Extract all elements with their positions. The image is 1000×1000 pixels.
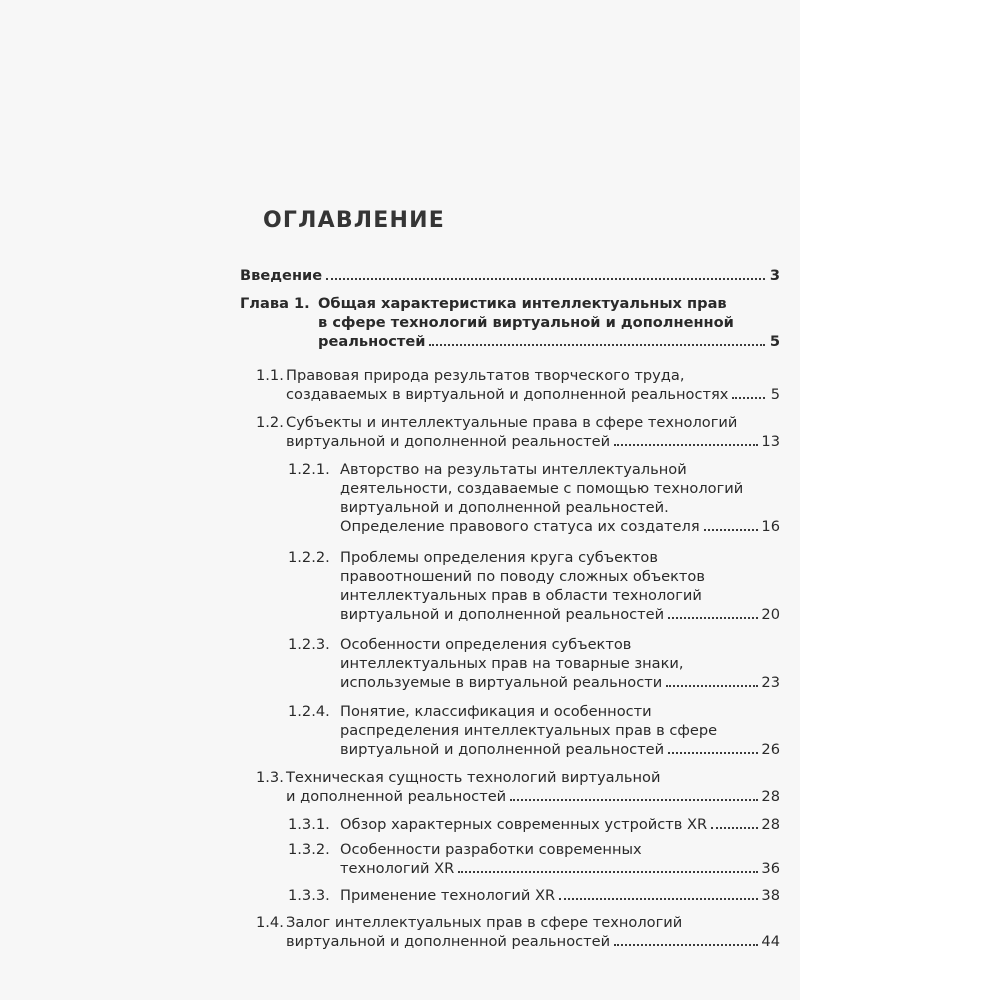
toc-heading: ОГЛАВЛЕНИЕ <box>263 208 445 233</box>
toc-leader-line <box>340 517 780 536</box>
toc-entry-number: 1.3.2. <box>288 841 330 858</box>
toc-entry-line: Правовая природа результатов творческого труда, <box>286 367 685 384</box>
toc-entry-line: правоотношений по поводу сложных объектов <box>340 568 705 585</box>
dot-leader <box>732 397 765 399</box>
toc-entry-title <box>286 913 780 951</box>
toc-entry-line: виртуальной и дополненной реальностей. <box>340 499 669 516</box>
dot-leader <box>326 278 765 280</box>
toc-entry-number: 1.4. <box>256 914 284 931</box>
toc-entry-title <box>286 366 780 404</box>
toc-leader-line <box>340 740 780 759</box>
dot-leader <box>510 799 758 801</box>
toc-entry-title <box>286 413 780 451</box>
toc-page-number: 5 <box>770 386 780 403</box>
dot-leader <box>704 529 759 531</box>
toc-entry-number: 1.2.3. <box>288 636 330 653</box>
toc-leader-line <box>286 932 780 951</box>
dot-leader <box>458 871 758 873</box>
dot-leader <box>668 752 758 754</box>
toc-page-number: 20 <box>761 606 780 623</box>
toc-page-number: 13 <box>761 433 780 450</box>
toc-entry-line: деятельности, создаваемые с помощью технологий <box>340 480 744 497</box>
toc-entry-line: Общая характеристика интеллектуальных прав <box>318 295 727 312</box>
toc-leader-line <box>318 332 780 351</box>
toc-page-number: 16 <box>761 518 780 535</box>
toc-entry-number: 1.3.3. <box>288 887 330 904</box>
dot-leader <box>711 827 758 829</box>
toc-entry-line: Особенности разработки современных <box>340 841 642 858</box>
toc-page-number: 28 <box>761 788 780 805</box>
toc-entry-title <box>340 635 780 692</box>
toc-entry-title <box>340 840 780 878</box>
toc-entry-number: 1.2.2. <box>288 549 330 566</box>
toc-leader-line <box>340 673 780 692</box>
toc-leader-line <box>340 815 780 834</box>
dot-leader <box>614 444 758 446</box>
toc-leader-line <box>286 385 780 404</box>
toc-entry-last-line: реальностей <box>318 333 426 350</box>
toc-entry-line: интеллектуальных прав в области технологий <box>340 587 702 604</box>
toc-entry-line: интеллектуальных прав на товарные знаки, <box>340 655 684 672</box>
toc-entry-line: Субъекты и интеллектуальные права в сфере технологий <box>286 414 738 431</box>
toc-entry-title <box>318 294 780 351</box>
toc-entry-last-line: Обзор характерных современных устройств XR <box>340 816 708 833</box>
toc-entry-line: Понятие, классификация и особенности <box>340 703 652 720</box>
toc-entry-last-line: Применение технологий XR <box>340 887 556 904</box>
toc-leader-line <box>240 266 780 285</box>
toc-entry-last-line: виртуальной и дополненной реальностей <box>286 433 611 450</box>
toc-entry-number: Глава 1. <box>240 295 310 312</box>
toc-entry-number: 1.3. <box>256 769 284 786</box>
toc-entry-last-line: виртуальной и дополненной реальностей <box>286 933 611 950</box>
toc-page-number: 26 <box>761 741 780 758</box>
toc-leader-line <box>340 605 780 624</box>
toc-entry-number: 1.3.1. <box>288 816 330 833</box>
toc-entry-last-line: виртуальной и дополненной реальностей <box>340 741 665 758</box>
toc-entry-title <box>340 460 780 536</box>
toc-entry-number: 1.2.1. <box>288 461 330 478</box>
dot-leader <box>429 344 765 346</box>
toc-entry-last-line: используемые в виртуальной реальности <box>340 674 663 691</box>
toc-entry-line: в сфере технологий виртуальной и дополненной <box>318 314 734 331</box>
toc-entry-title <box>340 548 780 624</box>
toc-entry-line: распределения интеллектуальных прав в сфере <box>340 722 718 739</box>
toc-entry-last-line: технологий XR <box>340 860 455 877</box>
toc-leader-line <box>340 859 780 878</box>
toc-page-number: 23 <box>761 674 780 691</box>
toc-leader-line <box>340 886 780 905</box>
toc-entry-title <box>240 266 780 285</box>
toc-entry-line: Особенности определения субъектов <box>340 636 632 653</box>
toc-entry-line: Проблемы определения круга субъектов <box>340 549 658 566</box>
toc-page-number: 5 <box>769 333 780 350</box>
toc-entry-last-line: и дополненной реальностей <box>286 788 507 805</box>
toc-page-number: 38 <box>761 887 780 904</box>
toc-leader-line <box>286 787 780 806</box>
toc-entry-title <box>340 886 780 905</box>
toc-entry-last-line: Определение правового статуса их создателя <box>340 518 700 535</box>
toc-entry-line: Авторство на результаты интеллектуальной <box>340 461 687 478</box>
toc-entry-number: 1.2.4. <box>288 703 330 720</box>
toc-entry-title <box>340 815 780 834</box>
toc-page-number: 3 <box>769 267 780 284</box>
toc-entry-number: 1.2. <box>256 414 284 431</box>
toc-entry-title <box>340 702 780 759</box>
toc-entry-line: Техническая сущность технологий виртуальной <box>286 769 661 786</box>
toc-page-number: 44 <box>761 933 780 950</box>
toc-entry-last-line: Введение <box>240 267 323 284</box>
dot-leader <box>666 685 758 687</box>
dot-leader <box>668 617 758 619</box>
dot-leader <box>559 898 758 900</box>
toc-entry-title <box>286 768 780 806</box>
toc-entry-line: Залог интеллектуальных прав в сфере технологий <box>286 914 683 931</box>
toc-entry-number: 1.1. <box>256 367 284 384</box>
toc-entry-last-line: виртуальной и дополненной реальностей <box>340 606 665 623</box>
dot-leader <box>614 944 758 946</box>
toc-page-number: 36 <box>761 860 780 877</box>
toc-leader-line <box>286 432 780 451</box>
toc-entry-last-line: создаваемых в виртуальной и дополненной реальностях <box>286 386 729 403</box>
toc-page-number: 28 <box>761 816 780 833</box>
